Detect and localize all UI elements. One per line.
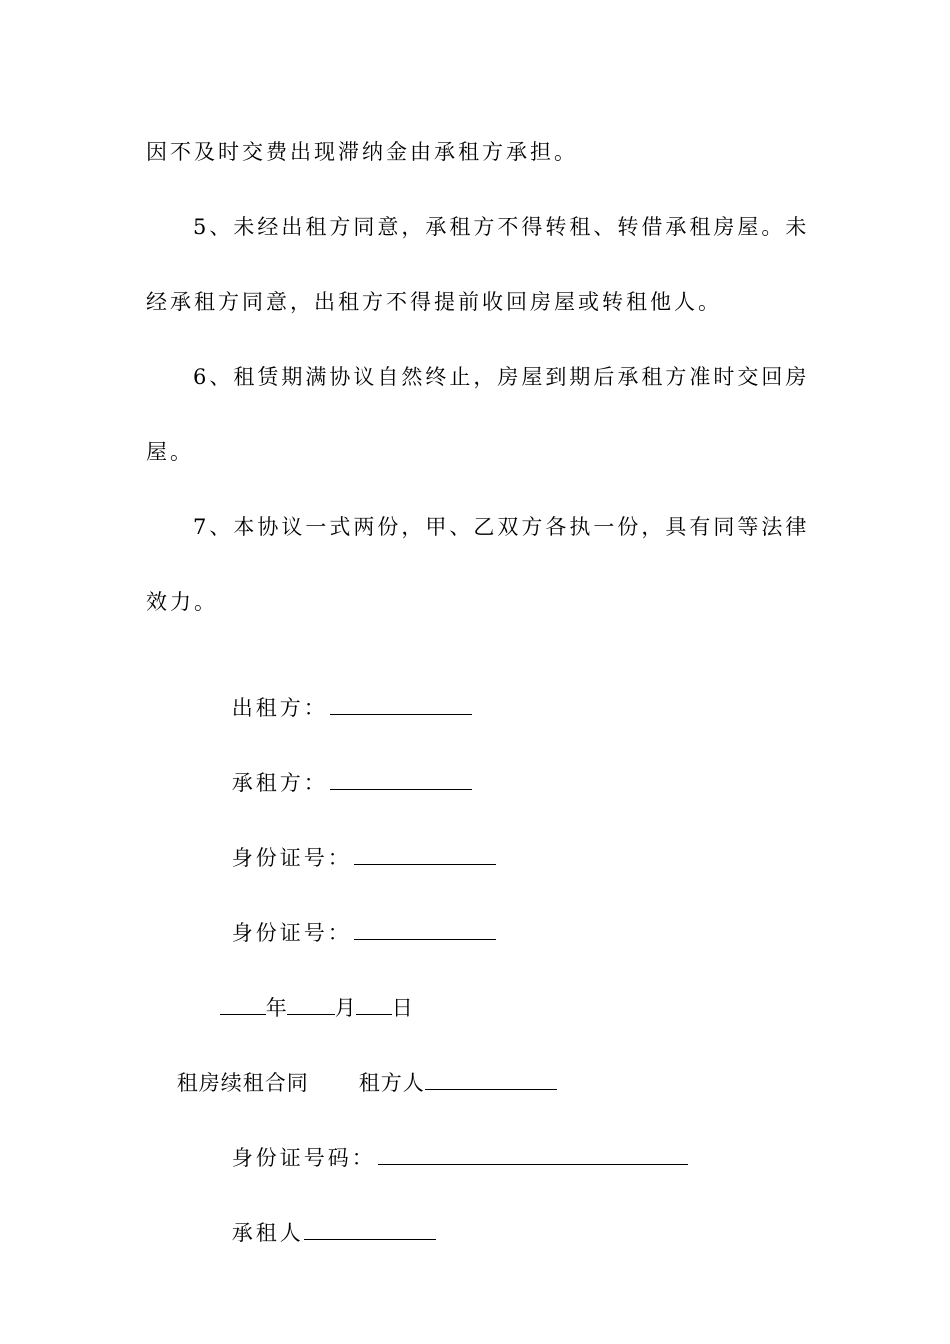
- month-blank: [287, 992, 335, 1015]
- lessee-label: 承租方：: [231, 771, 328, 795]
- id-number-row-2: [193, 887, 496, 945]
- clause-5-line-1: 5、未经出租方同意，承租方不得转租、转借承租房屋。未: [193, 215, 810, 239]
- second-id-label: 身份证号码：: [231, 1146, 376, 1170]
- clause-5-line-2: 经承租方同意，出租方不得提前收回房屋或转租他人。: [146, 290, 722, 314]
- lessor-signature-row: [193, 662, 472, 720]
- second-lessor-label: 租方人: [358, 1071, 425, 1095]
- id-number-row-1: [193, 812, 496, 870]
- clause-6-line-1: 6、租赁期满协议自然终止，房屋到期后承租方准时交回房: [193, 365, 810, 389]
- second-contract-title: 租房续租合同: [176, 1071, 309, 1095]
- clause-7-line-1: 7、本协议一式两份，甲、乙双方各执一份，具有同等法律: [193, 515, 810, 539]
- day-label: 日: [391, 996, 413, 1020]
- day-blank: [356, 992, 392, 1015]
- clause-6-line-2: 屋。: [146, 440, 194, 464]
- second-lessee-blank: [304, 1217, 436, 1240]
- second-id-blank: [378, 1142, 688, 1165]
- second-lessor-blank: [425, 1067, 557, 1090]
- clause-7-line-2: 效力。: [146, 590, 218, 614]
- date-row: [193, 962, 413, 1020]
- lessee-blank: [330, 767, 472, 790]
- month-label: 月: [334, 996, 356, 1020]
- id-label-2: 身份证号：: [231, 921, 352, 945]
- year-label: 年: [265, 996, 287, 1020]
- second-id-row: [193, 1112, 688, 1170]
- lessor-label: 出租方：: [231, 696, 328, 720]
- second-lessee-label: 承租人: [231, 1221, 304, 1245]
- lessor-blank: [330, 692, 472, 715]
- paragraph-line: 因不及时交费出现滞纳金由承租方承担。: [146, 140, 578, 164]
- id-blank-1: [354, 842, 496, 865]
- year-blank: [220, 992, 266, 1015]
- second-lessee-row: [193, 1187, 436, 1245]
- id-blank-2: [354, 917, 496, 940]
- id-label-1: 身份证号：: [231, 846, 352, 870]
- second-contract-title-row: [146, 1037, 557, 1095]
- lessee-signature-row: [193, 737, 472, 795]
